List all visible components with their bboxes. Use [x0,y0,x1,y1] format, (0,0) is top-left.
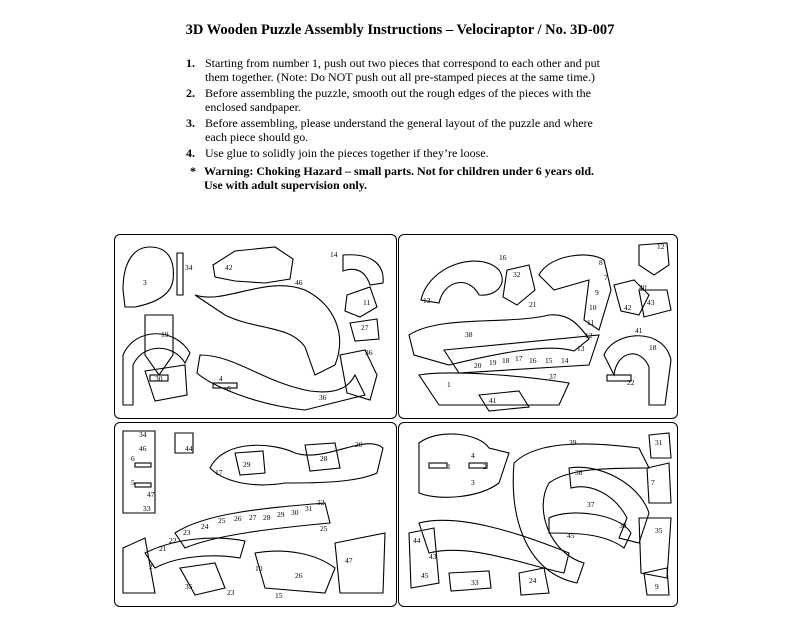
piece-label: 27 [361,323,369,332]
piece-label: 47 [345,556,353,565]
piece-label: 32 [513,270,521,279]
piece-label: 11 [363,298,371,307]
piece-label: 12 [657,242,665,251]
piece-label: 23 [183,528,191,537]
sheet-4-pieces [399,423,677,606]
piece-label: 34 [185,263,193,272]
piece-slot [135,463,151,467]
piece-label: 32 [317,498,325,507]
piece-label: 20 [474,361,482,370]
piece-label: 38 [465,330,473,339]
instruction-list [186,57,616,164]
piece-label: 35 [185,582,193,591]
piece-label: 17 [215,468,223,477]
warning-line-2: Use with adult supervision only. [204,178,368,192]
piece-outline [335,533,385,593]
piece-label: 37 [587,500,595,509]
piece-label: 27 [249,513,257,522]
piece-outline [569,467,649,543]
piece-label: 42 [624,303,632,312]
piece-label: 36 [319,393,327,402]
page-title: 3D Wooden Puzzle Assembly Instructions – Velociraptor / No. 3D-007 [185,22,615,38]
piece-outline [449,571,491,591]
piece-label: 6 [227,384,231,393]
piece-label: 2 [483,462,487,471]
piece-label: 3 [471,478,475,487]
piece-label: 15 [275,591,283,600]
piece-outline [419,520,569,573]
piece-label: 38 [575,468,583,477]
piece-label: 44 [185,444,193,453]
piece-label: 36 [365,348,373,357]
piece-label: 25 [218,516,226,525]
piece-label: 1 [447,462,451,471]
piece-label: 43 [429,552,437,561]
piece-label: 7 [604,273,608,282]
piece-outline [604,336,671,405]
piece-outline [145,315,173,375]
piece-label: 30 [155,374,163,383]
piece-label: 33 [471,578,479,587]
piece-label: 29 [243,460,251,469]
piece-label: 41 [489,396,497,405]
piece-label: 13 [577,344,585,353]
piece-label: 26 [234,514,242,523]
piece-label: 40 [639,283,647,292]
piece-label: 41 [635,326,643,335]
piece-label: 11 [587,318,595,327]
piece-label: 16 [499,253,507,262]
piece-label: 10 [589,303,597,312]
piece-label: 39 [569,438,577,447]
piece-label: 16 [529,356,537,365]
piece-label: 22 [169,536,177,545]
piece-label: 47 [147,490,155,499]
piece-outline [549,513,631,548]
sheet-1-pieces [115,235,396,418]
piece-label: 22 [627,378,635,387]
piece-slot [135,483,151,487]
piece-label: 2 [149,562,153,571]
piece-label: 46 [139,444,147,453]
piece-label: 31 [655,438,663,447]
piece-label: 28 [320,454,328,463]
piece-slot [429,463,447,468]
piece-label: 18 [649,343,657,352]
piece-outline [195,286,340,375]
piece-label: 13 [423,296,431,305]
instruction-step [186,147,616,161]
piece-label: 23 [227,588,235,597]
piece-label: 45 [421,571,429,580]
piece-outline [145,365,187,401]
step-number: 3. [186,116,195,130]
instruction-step [186,57,616,84]
piece-label: 17 [515,354,523,363]
piece-outline [340,350,377,400]
piece-outline [479,391,529,411]
piece-label: 33 [143,504,151,513]
piece-label: 4 [471,451,475,460]
piece-label: 19 [161,330,169,339]
piece-outline [177,253,183,295]
piece-outline [145,538,245,568]
piece-label: 14 [330,250,338,259]
piece-outline [639,290,671,317]
piece-label: 39 [619,521,627,530]
piece-label: 24 [201,522,209,531]
piece-label: 46 [295,278,303,287]
warning-asterisk: * [190,164,196,178]
piece-label: 20 [355,440,363,449]
piece-outline [345,287,377,317]
step-text: Starting from number 1, push out two pieces that correspond to each other and put them together. (Note: Do NOT push out all pre-stamped pieces at the same time.) [205,56,600,84]
instruction-step [186,87,616,114]
piece-label: 37 [549,372,557,381]
piece-label: 30 [291,508,299,517]
piece-outline [123,247,173,307]
puzzle-sheet-4 [398,422,678,607]
piece-label: 15 [545,356,553,365]
step-text: Before assembling the puzzle, smooth out the rough edges of the pieces with the enclosed sandpaper. [205,86,591,114]
puzzle-sheet-1 [114,234,397,419]
piece-outline [343,255,383,285]
piece-label: 43 [647,298,655,307]
piece-outline [421,261,502,303]
piece-label: 5 [131,478,135,487]
piece-outline [639,243,669,275]
instruction-step [186,117,616,144]
step-number: 1. [186,56,195,70]
piece-label: 9 [595,288,599,297]
piece-label: 1 [447,380,451,389]
piece-label: 4 [219,374,223,383]
piece-label: 19 [489,358,497,367]
piece-label: 10 [255,564,263,573]
warning-line-1: Warning: Choking Hazard – small parts. Not for children under 6 years old. [204,164,595,178]
piece-label: 31 [305,504,313,513]
piece-label: 3 [143,278,147,287]
piece-label: 29 [277,510,285,519]
piece-outline [210,444,383,485]
piece-label: 28 [263,513,271,522]
piece-label: 34 [139,430,147,439]
piece-label: 8 [599,258,603,267]
piece-label: 42 [225,263,233,272]
piece-label: 45 [567,531,575,540]
piece-label: 7 [651,478,655,487]
piece-label: 25 [320,524,328,533]
step-number: 4. [186,146,195,160]
piece-label: 9 [655,582,659,591]
puzzle-sheet-3 [114,422,397,607]
piece-label: 44 [413,536,421,545]
piece-outline [419,434,509,497]
piece-label: 24 [529,576,537,585]
piece-label: 18 [502,356,510,365]
step-text: Use glue to solidly join the pieces together if they’re loose. [205,146,489,160]
piece-label: 14 [561,356,569,365]
sheet-3-pieces [115,423,396,606]
piece-label: 12 [585,331,593,340]
piece-label: 6 [131,454,135,463]
piece-label: 21 [159,544,167,553]
piece-label: 35 [655,526,663,535]
step-number: 2. [186,86,195,100]
piece-label: 21 [529,300,537,309]
sheet-2-pieces [399,235,677,418]
piece-label: 26 [295,571,303,580]
puzzle-sheet-2 [398,234,678,419]
step-text: Before assembling, please understand the general layout of the puzzle and where each piece should go. [205,116,593,144]
